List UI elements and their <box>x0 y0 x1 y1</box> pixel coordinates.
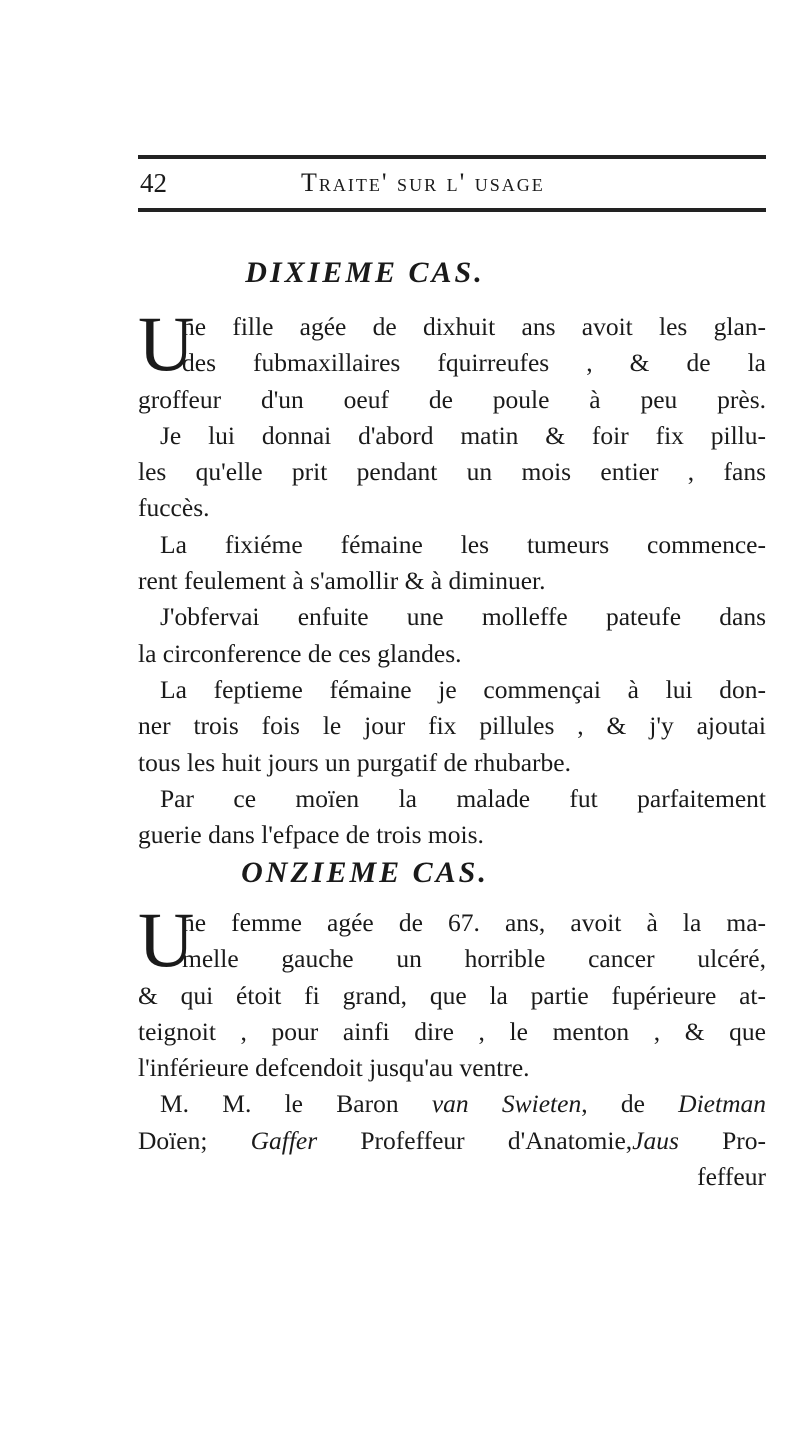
running-title: Traite' sur l' usage <box>301 168 545 197</box>
text-line: les qu'elle prit pendant un mois entier , fans <box>138 457 766 487</box>
name-van-swieten: van Swieten <box>431 1089 582 1119</box>
text-run: Doïen; <box>138 1125 251 1155</box>
name-gaffer: Gaffer <box>250 1125 318 1155</box>
name-dietman: Dietman <box>678 1089 766 1119</box>
text-run: Pro- <box>678 1125 766 1155</box>
text-line: ner trois fois le jour fix pillules , & j'y ajoutai <box>138 711 766 741</box>
case11-text <box>138 896 766 1195</box>
text-run: Profeffeur d'Anatomie, <box>317 1125 633 1155</box>
text-line: & qui étoit fi grand, que la partie fupérieure at- <box>138 980 766 1010</box>
text-run: M. M. le Baron <box>160 1089 432 1119</box>
name-jaus: Jaus <box>632 1125 679 1155</box>
text-line: Par ce moïen la malade fut parfaitement <box>160 783 766 813</box>
text-line: groffeur d'un oeuf de poule à peu près. <box>138 384 766 414</box>
text-line: l'inférieure defcendoit jusqu'au ventre. <box>138 1053 530 1083</box>
text-line: La fixiéme fémaine les tumeurs commence- <box>160 529 766 559</box>
text-line: Je lui donnai d'abord matin & foir fix pillu- <box>160 420 766 450</box>
text-line: guerie dans l'efpace de trois mois. <box>138 820 484 850</box>
text-run: , de <box>581 1089 679 1119</box>
header-rule-bottom <box>138 208 766 212</box>
text-line <box>138 1123 766 1159</box>
text-line: tous les huit jours un purgatif de rhubarbe. <box>138 747 571 777</box>
page-number: 42 <box>140 168 167 198</box>
text-line: des fubmaxillaires fquirreufes , & de la <box>182 348 766 378</box>
text-line: la circonference de ces glandes. <box>138 638 462 668</box>
case-heading-dixieme: DIXIEME CAS. <box>245 256 485 289</box>
text-line: rent feulement à s'amollir & à diminuer. <box>138 566 546 596</box>
text-line: J'obfervai enfuite une molleffe pateufe dans <box>160 602 766 632</box>
text-line <box>138 1086 766 1122</box>
header-rule-top <box>138 155 766 159</box>
text-line: fuccès. <box>138 493 210 523</box>
drop-cap: U <box>138 896 195 983</box>
catchword: feffeur <box>697 1162 766 1192</box>
case-heading-onzieme: ONZIEME CAS. <box>241 856 489 889</box>
text-line: ne fille agée de dixhuit ans avoit les glan- <box>182 312 766 341</box>
page-header <box>138 166 766 202</box>
text-line: ne femme agée de 67. ans, avoit à la ma- <box>182 908 766 937</box>
drop-cap: U <box>138 300 195 387</box>
case10-text <box>138 300 766 853</box>
text-line: teignoit , pour ainfi dire , le menton , & que <box>138 1016 766 1046</box>
text-line: La feptieme fémaine je commençai à lui don- <box>160 674 766 704</box>
text-line: melle gauche un horrible cancer ulcéré, <box>182 944 766 974</box>
